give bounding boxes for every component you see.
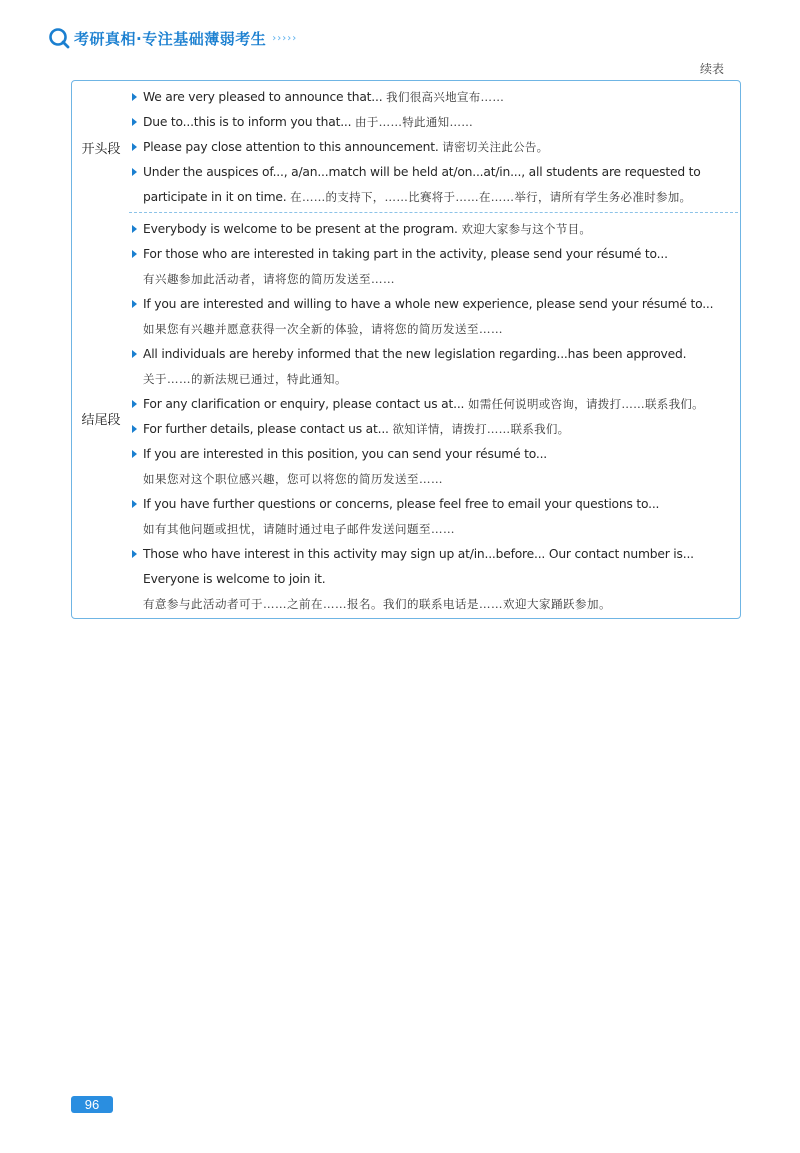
running-header [48, 24, 297, 52]
phrase-zh: 欢迎大家参与这个节目。 [461, 222, 592, 236]
triangle-bullet-icon [132, 225, 137, 233]
list-item-continuation [143, 186, 734, 208]
triangle-bullet-icon [132, 350, 137, 358]
list-item [129, 111, 734, 133]
triangle-bullet-icon [132, 425, 137, 433]
list-item [129, 493, 734, 515]
phrase-zh: 如需任何说明或咨询，请拨打……联系我们。 [467, 397, 704, 411]
section-label-closing: 结尾段 [81, 413, 121, 428]
list-item [129, 243, 734, 265]
magnifier-q-icon [48, 27, 70, 49]
phrase-en: For any clarification or enquiry, please contact us at... [143, 397, 465, 411]
phrase-zh: 由于……特此通知…… [355, 115, 474, 129]
phrase-zh: 有意参与此活动者可于……之前在……报名。我们的联系电话是……欢迎大家踊跃参加。 [143, 597, 611, 611]
list-item [129, 418, 734, 440]
list-item [129, 443, 734, 465]
phrase-zh: 如果您对这个职位感兴趣，您可以将您的简历发送至…… [143, 472, 443, 486]
phrase-en: participate in it on time. [143, 190, 287, 204]
list-item [129, 393, 734, 415]
phrase-en: All individuals are hereby informed that the new legislation regarding...has been approved. [143, 347, 687, 361]
list-item [129, 136, 734, 158]
phrase-en: Under the auspices of..., a/an...match will be held at/on...at/in..., all students are requested to [143, 165, 701, 179]
section-label-opening: 开头段 [81, 142, 121, 157]
triangle-bullet-icon [132, 93, 137, 101]
phrase-en: We are very pleased to announce that... [143, 90, 383, 104]
phrase-en: If you are interested and willing to have a whole new experience, please send your résumé to... [143, 297, 714, 311]
list-item-continuation: Everyone is welcome to join it. [143, 572, 326, 586]
phrase-en: Please pay close attention to this announcement. [143, 140, 439, 154]
phrase-en: Those who have interest in this activity may sign up at/in...before... Our contact number is... [143, 547, 694, 561]
phrase-zh: 关于……的新法规已通过，特此通知。 [143, 372, 347, 386]
triangle-bullet-icon [132, 168, 137, 176]
phrase-zh: 在……的支持下，……比赛将于……在……举行，请所有学生务必准时参加。 [290, 190, 692, 204]
list-item [129, 543, 734, 565]
triangle-bullet-icon [132, 400, 137, 408]
header-arrows-decoration: ››››› [272, 32, 298, 44]
section-divider [129, 212, 738, 213]
triangle-bullet-icon [132, 118, 137, 126]
list-item [129, 86, 734, 108]
triangle-bullet-icon [132, 143, 137, 151]
list-item [129, 293, 734, 315]
triangle-bullet-icon [132, 550, 137, 558]
phrase-en: For those who are interested in taking part in the activity, please send your résumé to... [143, 247, 668, 261]
page-number: 96 [71, 1096, 113, 1113]
phrase-en: Everybody is welcome to be present at the program. [143, 222, 458, 236]
phrase-zh: 我们很高兴地宣布…… [386, 90, 505, 104]
phrase-zh: 欲知详情，请拨打……联系我们。 [392, 422, 570, 436]
list-item [129, 161, 734, 183]
phrase-zh: 请密切关注此公告。 [442, 140, 549, 154]
header-title: 考研真相·专注基础薄弱考生 [74, 29, 267, 48]
triangle-bullet-icon [132, 500, 137, 508]
phrase-en: If you have further questions or concerns, please feel free to email your questions to... [143, 497, 660, 511]
phrase-en: If you are interested in this position, you can send your résumé to... [143, 447, 548, 461]
triangle-bullet-icon [132, 250, 137, 258]
phrase-en: Due to...this is to inform you that... [143, 115, 352, 129]
triangle-bullet-icon [132, 450, 137, 458]
list-item [129, 218, 734, 240]
continued-label: 续表 [700, 62, 725, 76]
phrase-zh: 有兴趣参加此活动者，请将您的简历发送至…… [143, 272, 395, 286]
phrase-table [71, 80, 741, 619]
list-item [129, 343, 734, 365]
triangle-bullet-icon [132, 300, 137, 308]
phrase-en: For further details, please contact us at... [143, 422, 389, 436]
phrase-zh: 如有其他问题或担忧，请随时通过电子邮件发送问题至…… [143, 522, 455, 536]
phrase-zh: 如果您有兴趣并愿意获得一次全新的体验，请将您的简历发送至…… [143, 322, 503, 336]
